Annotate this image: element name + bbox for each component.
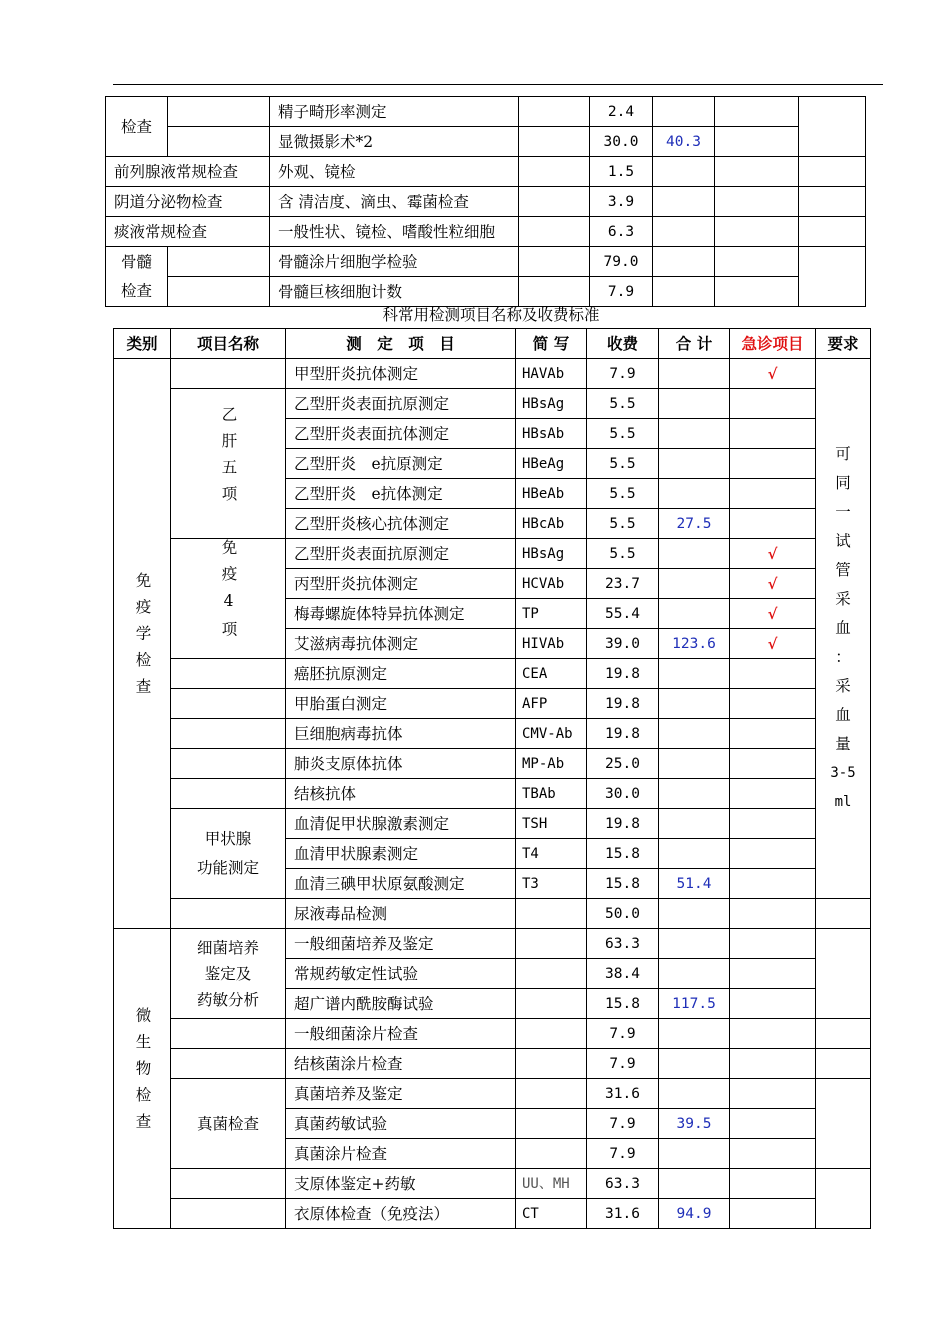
fee-cell: 30.0: [587, 779, 659, 809]
emergency-check-icon: [730, 449, 816, 479]
test-name: 结核抗体: [286, 779, 516, 809]
total-cell: [659, 1049, 730, 1079]
fee-cell: 6.3: [590, 217, 653, 247]
total-cell: [659, 539, 730, 569]
total-cell: [653, 217, 715, 247]
abbr-cell: [516, 1049, 587, 1079]
fee-cell: 5.5: [587, 479, 659, 509]
category-cell: 痰液常规检查: [106, 217, 270, 247]
total-cell: [659, 809, 730, 839]
group-hepatitis-b: 乙肝五项: [171, 389, 286, 539]
test-name: 巨细胞病毒抗体: [286, 719, 516, 749]
header-requirement: 要求: [816, 329, 871, 359]
fee-cell: 5.5: [587, 539, 659, 569]
abbr-cell: HIVAb: [516, 629, 587, 659]
abbr-cell: CMV-Ab: [516, 719, 587, 749]
total-cell: [659, 929, 730, 959]
header-fee: 收费: [587, 329, 659, 359]
abbr-cell: [516, 1109, 587, 1139]
total-cell: [659, 569, 730, 599]
group-fungus: 真菌检查: [171, 1079, 286, 1169]
fee-cell: 5.5: [587, 509, 659, 539]
test-name: 梅毒螺旋体特异抗体测定: [286, 599, 516, 629]
fee-cell: 79.0: [590, 247, 653, 277]
test-name: 甲胎蛋白测定: [286, 689, 516, 719]
fee-cell: 19.8: [587, 659, 659, 689]
total-cell: [659, 359, 730, 389]
table-row: [114, 1019, 871, 1049]
fee-cell: 50.0: [587, 899, 659, 929]
abbr-cell: [516, 1079, 587, 1109]
category-cell: 阴道分泌物检查: [106, 187, 270, 217]
total-cell: [659, 659, 730, 689]
total-cell: [659, 899, 730, 929]
abbr-cell: HBeAb: [516, 479, 587, 509]
total-cell: [659, 599, 730, 629]
table-row: [114, 899, 871, 929]
total-cell: [659, 419, 730, 449]
test-name: 甲型肝炎抗体测定: [286, 359, 516, 389]
abbr-cell: CEA: [516, 659, 587, 689]
header-rule: [113, 84, 883, 85]
test-item: 一般性状、镜检、嗜酸性粒细胞: [270, 217, 519, 247]
test-name: 常规药敏定性试验: [286, 959, 516, 989]
abbr-cell: TP: [516, 599, 587, 629]
table-row: [114, 539, 871, 569]
fee-standard-table: [113, 328, 871, 1229]
total-cell: [653, 97, 715, 127]
abbr-cell: T4: [516, 839, 587, 869]
test-item: 显微摄影术*2: [270, 127, 519, 157]
group-bacteria: 细菌培养 鉴定及 药敏分析: [171, 929, 286, 1019]
abbr-cell: [516, 989, 587, 1019]
fee-cell: 39.0: [587, 629, 659, 659]
table-row: [114, 1169, 871, 1199]
emergency-check-icon: √: [730, 359, 816, 389]
table-row: [106, 217, 866, 247]
total-cell: 51.4: [659, 869, 730, 899]
total-cell: [659, 749, 730, 779]
emergency-check-icon: [730, 899, 816, 929]
emergency-check-icon: √: [730, 599, 816, 629]
test-name: 一般细菌涂片检查: [286, 1019, 516, 1049]
abbr-cell: T3: [516, 869, 587, 899]
table-row: [106, 127, 866, 157]
table-row: [114, 929, 871, 959]
emergency-check-icon: [730, 1049, 816, 1079]
fee-cell: 5.5: [587, 419, 659, 449]
abbr-cell: HCVAb: [516, 569, 587, 599]
fee-cell: 15.8: [587, 989, 659, 1019]
group-immune4: 免疫4项: [171, 539, 286, 659]
emergency-check-icon: [730, 389, 816, 419]
fee-cell: 55.4: [587, 599, 659, 629]
table-row: [114, 659, 871, 689]
emergency-check-icon: [730, 869, 816, 899]
emergency-check-icon: [730, 749, 816, 779]
emergency-check-icon: [730, 1139, 816, 1169]
abbr-cell: [516, 959, 587, 989]
abbr-cell: [516, 1019, 587, 1049]
fee-cell: 5.5: [587, 389, 659, 419]
table-row: [106, 187, 866, 217]
header-project: 项目名称: [171, 329, 286, 359]
total-cell: [659, 959, 730, 989]
emergency-check-icon: [730, 509, 816, 539]
test-name: 乙型肝炎表面抗原测定: [286, 389, 516, 419]
abbr-cell: HBcAb: [516, 509, 587, 539]
fee-cell: 7.9: [587, 1049, 659, 1079]
header-category: 类别: [114, 329, 171, 359]
emergency-check-icon: [730, 779, 816, 809]
table-row: [114, 1049, 871, 1079]
test-name: 支原体鉴定+药敏: [286, 1169, 516, 1199]
emergency-check-icon: [730, 989, 816, 1019]
group-immunology: [114, 359, 171, 929]
emergency-check-icon: [730, 809, 816, 839]
table-row: [114, 779, 871, 809]
header-test: 测 定 项 目: [286, 329, 516, 359]
total-cell: 123.6: [659, 629, 730, 659]
test-name: 丙型肝炎抗体测定: [286, 569, 516, 599]
abbr-cell: HBeAg: [516, 449, 587, 479]
fee-cell: 3.9: [590, 187, 653, 217]
total-cell: [659, 689, 730, 719]
abbr-cell: CT: [516, 1199, 587, 1229]
fee-cell: 23.7: [587, 569, 659, 599]
table-row: [114, 1079, 871, 1109]
test-name: 乙型肝炎表面抗原测定: [286, 539, 516, 569]
fee-cell: 19.8: [587, 809, 659, 839]
fee-cell: 63.3: [587, 1169, 659, 1199]
emergency-check-icon: [730, 719, 816, 749]
fee-cell: 15.8: [587, 839, 659, 869]
header-row: [114, 329, 871, 359]
total-cell: [659, 1079, 730, 1109]
abbr-cell: [516, 929, 587, 959]
total-cell: 39.5: [659, 1109, 730, 1139]
emergency-check-icon: [730, 929, 816, 959]
total-cell: [659, 479, 730, 509]
test-name: 衣原体检查（免疫法）: [286, 1199, 516, 1229]
fee-cell: 7.9: [587, 1109, 659, 1139]
test-name: 癌胚抗原测定: [286, 659, 516, 689]
total-cell: [659, 389, 730, 419]
total-cell: [659, 1139, 730, 1169]
abbr-cell: HAVAb: [516, 359, 587, 389]
header-emergency: 急诊项目: [730, 329, 816, 359]
total-cell: [659, 449, 730, 479]
test-name: 血清甲状腺素测定: [286, 839, 516, 869]
abbr-cell: [516, 1139, 587, 1169]
test-name: 乙型肝炎 e抗体测定: [286, 479, 516, 509]
test-name: 乙型肝炎 e抗原测定: [286, 449, 516, 479]
emergency-check-icon: √: [730, 569, 816, 599]
emergency-check-icon: [730, 689, 816, 719]
category-cell: 骨髓: [106, 247, 168, 277]
abbr-cell: HBsAg: [516, 539, 587, 569]
total-cell: 27.5: [659, 509, 730, 539]
fee-cell: 30.0: [590, 127, 653, 157]
fee-cell: 15.8: [587, 869, 659, 899]
group-microbiology: 微生物检查: [114, 929, 171, 1229]
total-cell: [653, 187, 715, 217]
total-cell: 94.9: [659, 1199, 730, 1229]
table-row: [106, 97, 866, 127]
total-cell: [659, 719, 730, 749]
fee-cell: 7.9: [587, 1019, 659, 1049]
table-row: [114, 719, 871, 749]
table-row: [106, 247, 866, 277]
fee-cell: 7.9: [587, 359, 659, 389]
fee-cell: 19.8: [587, 689, 659, 719]
emergency-check-icon: [730, 839, 816, 869]
fee-cell: 1.5: [590, 157, 653, 187]
abbr-cell: HBsAg: [516, 389, 587, 419]
category-cell: 检查: [106, 277, 168, 307]
table-row: [114, 389, 871, 419]
abbr-cell: UU、MH: [516, 1169, 587, 1199]
abbr-cell: TSH: [516, 809, 587, 839]
table-row: [106, 277, 866, 307]
test-name: 一般细菌培养及鉴定: [286, 929, 516, 959]
fee-cell: 7.9: [587, 1139, 659, 1169]
test-name: 尿液毒品检测: [286, 899, 516, 929]
test-name: 超广谱内酰胺酶试验: [286, 989, 516, 1019]
fee-cell: 31.6: [587, 1199, 659, 1229]
total-cell: 117.5: [659, 989, 730, 1019]
header-abbr: 简 写: [516, 329, 587, 359]
table-row: [114, 809, 871, 839]
abbr-cell: MP-Ab: [516, 749, 587, 779]
emergency-check-icon: [730, 959, 816, 989]
test-item: 外观、镜检: [270, 157, 519, 187]
emergency-check-icon: √: [730, 539, 816, 569]
test-name: 艾滋病毒抗体测定: [286, 629, 516, 659]
fee-cell: 19.8: [587, 719, 659, 749]
fee-cell: 7.9: [590, 277, 653, 307]
emergency-check-icon: [730, 1019, 816, 1049]
header-total: 合 计: [659, 329, 730, 359]
table-row: [114, 749, 871, 779]
test-name: 肺炎支原体抗体: [286, 749, 516, 779]
test-item: 精子畸形率测定: [270, 97, 519, 127]
group-thyroid: 甲状腺 功能测定: [171, 809, 286, 899]
category-cell: 检查: [106, 97, 168, 157]
test-item: 骨髓涂片细胞学检验: [270, 247, 519, 277]
table-caption: 科常用检测项目名称及收费标准: [382, 306, 600, 324]
emergency-check-icon: [730, 1109, 816, 1139]
test-name: 乙型肝炎表面抗体测定: [286, 419, 516, 449]
table-row: [114, 1199, 871, 1229]
abbr-cell: [516, 899, 587, 929]
table-row: [114, 689, 871, 719]
total-cell: [653, 247, 715, 277]
group-immunology-label: 免疫学检查: [133, 572, 152, 705]
total-cell: [653, 277, 715, 307]
test-item: 含 清洁度、滴虫、霉菌检查: [270, 187, 519, 217]
emergency-check-icon: [730, 479, 816, 509]
fee-cell: 2.4: [590, 97, 653, 127]
emergency-check-icon: [730, 419, 816, 449]
fee-cell: 5.5: [587, 449, 659, 479]
test-name: 结核菌涂片检查: [286, 1049, 516, 1079]
top-fee-table: [105, 96, 866, 307]
test-name: 血清三碘甲状原氨酸测定: [286, 869, 516, 899]
requirement-note: 可 同 一 试 管 采 血 ： 采 血 量 3-5 ml: [816, 359, 871, 899]
abbr-cell: TBAb: [516, 779, 587, 809]
category-cell: 前列腺液常规检查: [106, 157, 270, 187]
test-item: 骨髓巨核细胞计数: [270, 277, 519, 307]
test-name: 血清促甲状腺激素测定: [286, 809, 516, 839]
emergency-check-icon: [730, 1199, 816, 1229]
test-name: 真菌药敏试验: [286, 1109, 516, 1139]
abbr-cell: AFP: [516, 689, 587, 719]
total-cell: [659, 1019, 730, 1049]
abbr-cell: HBsAb: [516, 419, 587, 449]
fee-cell: 38.4: [587, 959, 659, 989]
fee-cell: 63.3: [587, 929, 659, 959]
total-cell: [653, 157, 715, 187]
fee-cell: 25.0: [587, 749, 659, 779]
total-cell: [659, 839, 730, 869]
emergency-check-icon: [730, 1079, 816, 1109]
total-cell: [659, 1169, 730, 1199]
test-name: 真菌培养及鉴定: [286, 1079, 516, 1109]
total-cell: [659, 779, 730, 809]
fee-cell: 31.6: [587, 1079, 659, 1109]
emergency-check-icon: √: [730, 629, 816, 659]
emergency-check-icon: [730, 1169, 816, 1199]
emergency-check-icon: [730, 659, 816, 689]
table-row: [114, 359, 871, 389]
test-name: 乙型肝炎核心抗体测定: [286, 509, 516, 539]
test-name: 真菌涂片检查: [286, 1139, 516, 1169]
table-row: [106, 157, 866, 187]
total-cell: 40.3: [653, 127, 715, 157]
